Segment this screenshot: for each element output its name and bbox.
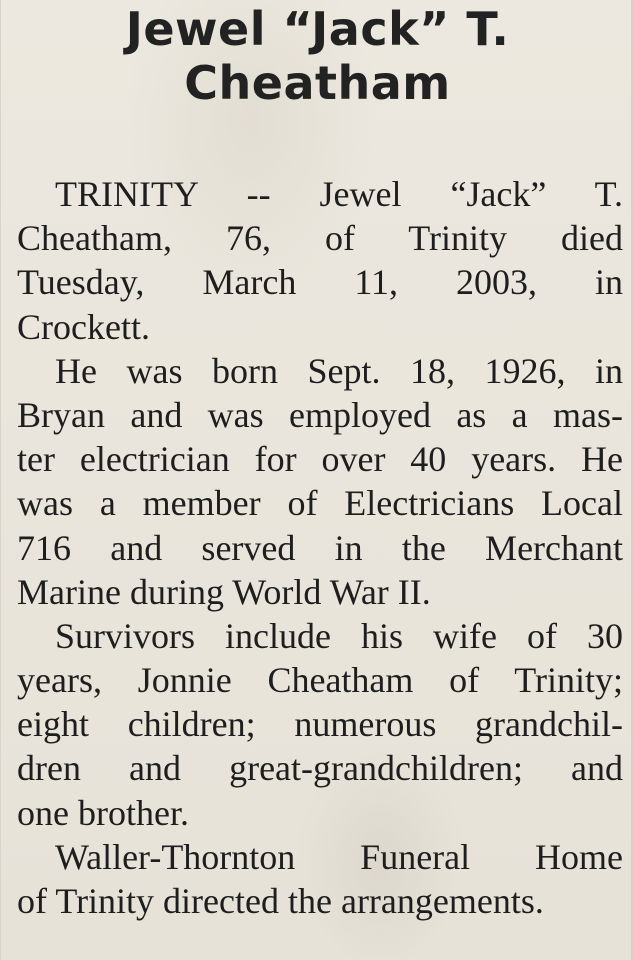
obituary-headline: [1, 2, 633, 110]
text-line: He was born Sept. 18, 1926, in: [55, 350, 623, 391]
text-line: Survivors include his wife of 30: [55, 615, 623, 656]
text-line: dren and great-grandchildren; and: [17, 748, 623, 789]
text-line: TRINITY -- Jewel “Jack” T.: [55, 174, 623, 214]
text-line: Cheatham, 76, of Trinity died: [17, 218, 623, 259]
text-line: was a member of Electricians Local: [17, 483, 623, 524]
paragraph-survivors: [17, 614, 623, 835]
paragraph-biography: [17, 349, 623, 614]
text-line: 716 and served in the Merchant: [17, 527, 623, 568]
text-line: Bryan and was employed as a mas-: [17, 394, 623, 435]
text-line: Tuesday, March 11, 2003, in: [17, 262, 623, 303]
headline-line-2: Cheatham: [184, 56, 451, 110]
text-line: one brother.: [17, 792, 189, 833]
paragraph-death-notice: [17, 172, 623, 349]
text-line: years, Jonnie Cheatham of Trinity;: [17, 660, 623, 701]
headline-line-1: Jewel “Jack” T.: [125, 2, 510, 56]
text-line: Crockett.: [17, 306, 150, 347]
text-line: eight children; numerous grandchil-: [17, 704, 623, 745]
text-line: ter electrician for over 40 years. He: [17, 439, 623, 480]
text-line: Marine during World War II.: [17, 571, 431, 612]
paragraph-arrangements: [17, 835, 623, 923]
obituary-body: [17, 172, 623, 923]
text-line: of Trinity directed the arrangements.: [17, 881, 544, 921]
text-line: Waller-Thornton Funeral Home: [55, 836, 623, 877]
